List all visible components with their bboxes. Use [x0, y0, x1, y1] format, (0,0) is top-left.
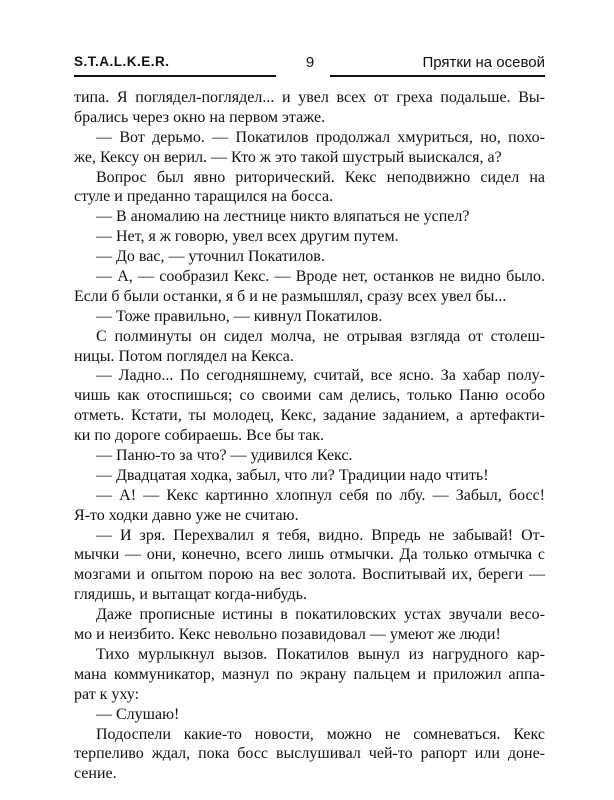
text-line: — Паню-то за что? — удивился Кекс.	[96, 447, 353, 465]
text-line: глядишь, и вытащат когда-нибудь.	[74, 586, 307, 604]
text-line: — Нет, я ж говорю, увел всех другим путем.	[96, 228, 399, 246]
text-line: ки по дороге собираешь. Все бы так.	[74, 427, 325, 445]
text-line: стуле и преданно таращился на босса.	[74, 188, 334, 206]
text-line: брались через окно на первом этаже.	[74, 108, 326, 126]
chapter-title: Прятки на осевой	[422, 54, 545, 71]
text-line: — Ладно... По сегодняшнему, считай, все ясно. За хабар полу-	[96, 367, 545, 385]
text-line: же, Кексу он верил. — Кто ж это такой шустрый выискался, а?	[74, 148, 502, 166]
text-line: — И зря. Перехвалил я тебя, видно. Впредь не забывай! От-	[96, 526, 545, 544]
text-line: сение.	[74, 765, 117, 783]
text-line: мана коммуникатор, мазнул по экрану пальцем и приложил аппа-	[74, 665, 545, 683]
text-line: типа. Я поглядел-поглядел... и увел всех от греха подальше. Вы-	[74, 89, 545, 106]
text-line: Даже прописные истины в покатиловских устах звучали весо-	[96, 606, 545, 624]
text-line: — Вот дерьмо. — Покатилов продолжал хмуриться, но, похо-	[96, 128, 545, 146]
text-line: мычки — они, конечно, всего лишь отмычки. Да только отмычка с	[74, 546, 545, 564]
text-line: Если б были останки, я б и не размышлял, сразу всех увел бы...	[74, 287, 507, 305]
text-line: мо и неизбито. Кекс невольно позавидовал — умеют же люди!	[74, 626, 501, 644]
header-rule-left	[74, 75, 276, 77]
text-line: чишь как отоспишься; со своими сам делись, только Паню особо	[74, 387, 545, 405]
text-line: Я-то ходки давно уже не считаю.	[74, 506, 299, 524]
text-line: — А! — Кекс картинно хлопнул себя по лбу. — Забыл, босс!	[96, 486, 545, 504]
text-line: терпеливо ждал, пока босс выслушивал чей-то рапорт или доне-	[74, 745, 545, 763]
text-line: Тихо мурлыкнул вызов. Покатилов вынул из нагрудного кар-	[96, 645, 545, 663]
text-line: — Двадцатая ходка, забыл, что ли? Традиции надо чтить!	[96, 466, 489, 484]
text-line: Подоспели какие-то новости, можно не сомневаться. Кекс	[96, 725, 545, 743]
text-line: рат к уху:	[74, 685, 140, 703]
page-body	[74, 88, 545, 784]
text-line: — Слушаю!	[96, 705, 180, 723]
text-line: ницы. Потом поглядел на Кекса.	[74, 347, 294, 365]
header-rule-right	[330, 75, 545, 77]
text-line: — До вас, — уточнил Покатилов.	[96, 248, 325, 266]
text-line: отметь. Кстати, ты молодец, Кекс, задание заданием, а артефакти-	[74, 407, 545, 425]
text-line: — В аномалию на лестнице никто вляпаться не успел?	[96, 208, 470, 226]
page-number: 9	[305, 54, 315, 71]
text-line: мозгами и опытом порою на вес золота. Воспитывай их, береги —	[74, 566, 545, 584]
series-title: S.T.A.L.K.E.R.	[74, 54, 170, 69]
text-line: — Тоже правильно, — кивнул Покатилов.	[96, 307, 383, 325]
running-header	[74, 52, 545, 78]
text-line: С полминуты он сидел молча, не отрывая взгляда от столеш-	[96, 327, 545, 345]
text-line: — А, — сообразил Кекс. — Вроде нет, останков не видно было.	[96, 268, 545, 286]
text-line: Вопрос был явно риторический. Кекс неподвижно сидел на	[96, 168, 545, 186]
